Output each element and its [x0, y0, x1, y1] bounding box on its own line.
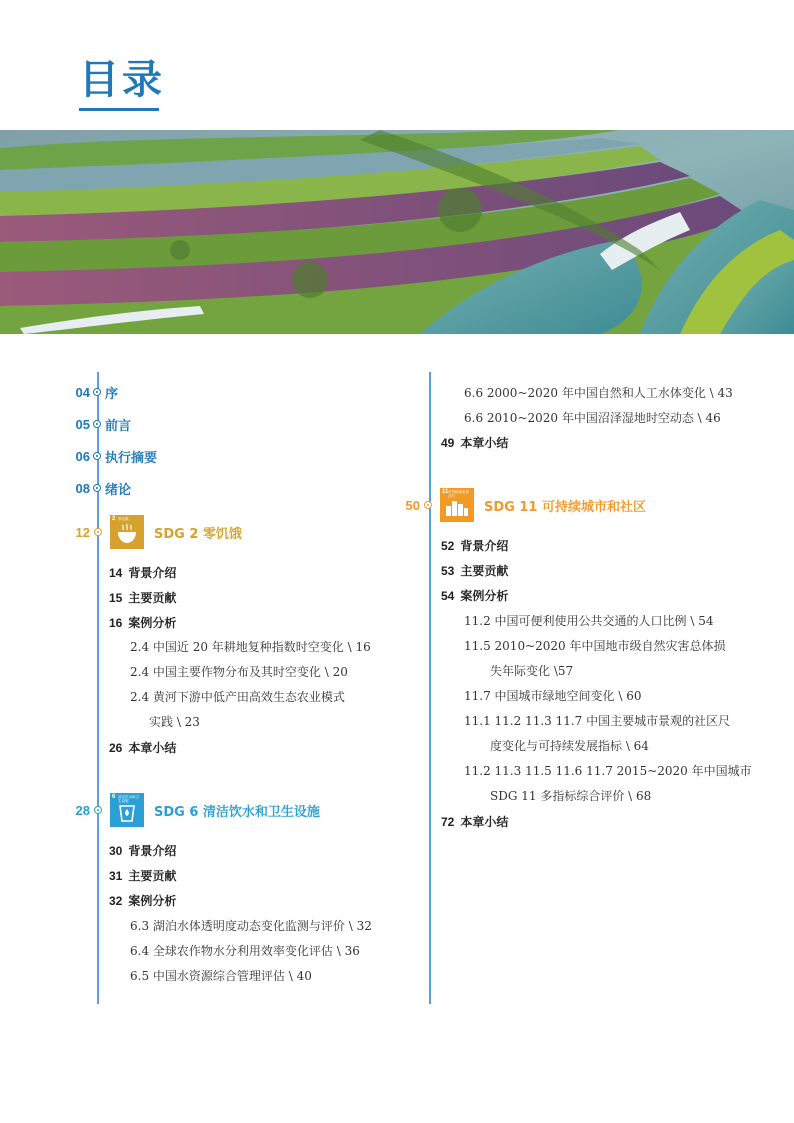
toc-case-item-continued[interactable]: 失年际变化 \57 [490, 664, 574, 678]
entry-label: 背景介绍 [460, 539, 509, 553]
toc-case-item[interactable]: 6.6 2010~2020 年中国沼泽湿地时空动态 \ 46 [464, 411, 721, 425]
entry-label: 执行摘要 [105, 450, 158, 466]
page-number: 30 [109, 844, 123, 858]
page-number: 49 [441, 436, 455, 450]
page-number: 12 [75, 524, 90, 540]
bowl-icon [110, 515, 144, 549]
entry-label: 主要贡献 [128, 591, 177, 605]
page-number: 05 [75, 416, 90, 432]
entry-label: 主要贡献 [460, 564, 509, 578]
bullet-ring-icon [93, 452, 101, 460]
toc-case-item-continued[interactable]: 实践 \ 23 [149, 715, 200, 729]
toc-entry-executive-summary[interactable] [70, 446, 157, 466]
bullet-ring-icon [93, 484, 101, 492]
left-column-rule [97, 372, 99, 1004]
page-number: 15 [109, 591, 123, 605]
toc-sub-contributions[interactable] [109, 589, 176, 607]
entry-label: 绪论 [105, 482, 132, 498]
water-drop-glass-icon [110, 793, 144, 827]
toc-case-item-continued[interactable]: SDG 11 多指标综合评价 \ 68 [490, 789, 652, 803]
sdg-icon-number: 2 [112, 516, 116, 522]
right-column-rule [429, 372, 431, 1004]
page-number: 53 [441, 564, 455, 578]
toc-sub-case-analysis[interactable] [109, 614, 176, 632]
toc-sub-background[interactable] [441, 537, 508, 555]
page-number: 28 [75, 802, 90, 818]
toc-section-sdg11[interactable] [398, 488, 646, 522]
toc-case-item[interactable]: 6.4 全球农作物水分利用效率变化评估 \ 36 [130, 944, 360, 958]
toc-case-item[interactable]: 11.5 2010~2020 年中国地市级自然灾害总体损 [464, 639, 726, 653]
entry-label: 案例分析 [460, 589, 509, 603]
page-number: 16 [109, 616, 123, 630]
page-number: 31 [109, 869, 123, 883]
section-title: SDG 2 零饥饿 [154, 526, 242, 542]
toc-case-item[interactable]: 11.2 11.3 11.5 11.6 11.7 2015~2020 年中国城市 [464, 764, 752, 778]
toc-section-sdg2[interactable] [68, 515, 242, 549]
page-number: 06 [75, 448, 90, 464]
entry-label: 序 [105, 386, 119, 402]
toc-case-item[interactable]: 6.5 中国水资源综合管理评估 \ 40 [130, 969, 312, 983]
entry-label: 案例分析 [128, 616, 177, 630]
entry-label: 背景介绍 [128, 566, 177, 580]
toc-case-item[interactable]: 2.4 黄河下游中低产田高效生态农业模式 [130, 690, 345, 704]
toc-sub-summary[interactable] [441, 813, 508, 831]
toc-case-item[interactable]: 6.3 湖泊水体透明度动态变化监测与评价 \ 32 [130, 919, 372, 933]
page-number: 72 [441, 815, 455, 829]
page-number: 14 [109, 566, 123, 580]
toc-sub-contributions[interactable] [441, 562, 508, 580]
page-number: 08 [75, 480, 90, 496]
entry-label: 案例分析 [128, 894, 177, 908]
sdg-icon-caption: 零饥饿 [118, 517, 129, 521]
toc-case-item[interactable]: 11.1 11.2 11.3 11.7 中国主要城市景观的社区尺 [464, 714, 731, 728]
city-buildings-icon [440, 488, 474, 522]
toc-case-item[interactable]: 2.4 中国主要作物分布及其时空变化 \ 20 [130, 665, 348, 679]
page-number: 54 [441, 589, 455, 603]
sdg-icon-number: 6 [112, 794, 116, 800]
bullet-ring-icon [93, 388, 101, 396]
toc-case-item-continued[interactable]: 度变化与可持续发展指标 \ 64 [490, 739, 649, 753]
toc-entry-foreword[interactable] [70, 414, 131, 434]
entry-label: 主要贡献 [128, 869, 177, 883]
section-title: SDG 11 可持续城市和社区 [484, 499, 646, 515]
toc-case-item[interactable]: 11.2 中国可便利使用公共交通的人口比例 \ 54 [464, 614, 714, 628]
toc-sub-summary[interactable] [109, 739, 176, 757]
bullet-ring-icon [94, 528, 102, 536]
toc-sub-case-analysis[interactable] [109, 892, 176, 910]
page-number: 50 [405, 497, 420, 513]
page-number: 52 [441, 539, 455, 553]
bullet-ring-icon [424, 501, 432, 509]
entry-label: 背景介绍 [128, 844, 177, 858]
toc-section-sdg6[interactable] [68, 793, 320, 827]
entry-label: 前言 [105, 418, 132, 434]
toc-case-item[interactable]: 11.7 中国城市绿地空间变化 \ 60 [464, 689, 642, 703]
page-number: 32 [109, 894, 123, 908]
toc-case-item[interactable]: 6.6 2000~2020 年中国自然和人工水体变化 \ 43 [464, 386, 733, 400]
toc-sub-background[interactable] [109, 564, 176, 582]
bullet-ring-icon [94, 806, 102, 814]
page-number: 26 [109, 741, 123, 755]
toc-sub-summary[interactable] [441, 434, 508, 452]
rice-terrace-photo [0, 130, 794, 334]
sdg-icon-caption: 可持续城市和社区 [448, 490, 469, 498]
bullet-ring-icon [93, 420, 101, 428]
toc-sub-contributions[interactable] [109, 867, 176, 885]
entry-label: 本章小结 [128, 741, 177, 755]
toc-sub-case-analysis[interactable] [441, 587, 508, 605]
entry-label: 本章小结 [460, 436, 509, 450]
entry-label: 本章小结 [460, 815, 509, 829]
toc-entry-preface[interactable] [70, 382, 118, 402]
toc-sub-background[interactable] [109, 842, 176, 860]
page-number: 04 [75, 384, 90, 400]
sdg-icon-number: 11 [442, 489, 449, 495]
sdg-icon-caption: 清洁饮水和卫生设施 [118, 795, 139, 803]
title-underline [79, 108, 159, 111]
toc-entry-introduction[interactable] [70, 478, 131, 498]
toc-case-item[interactable]: 2.4 中国近 20 年耕地复种指数时空变化 \ 16 [130, 640, 371, 654]
section-title: SDG 6 清洁饮水和卫生设施 [154, 804, 320, 820]
page-title: 目录 [79, 57, 165, 103]
